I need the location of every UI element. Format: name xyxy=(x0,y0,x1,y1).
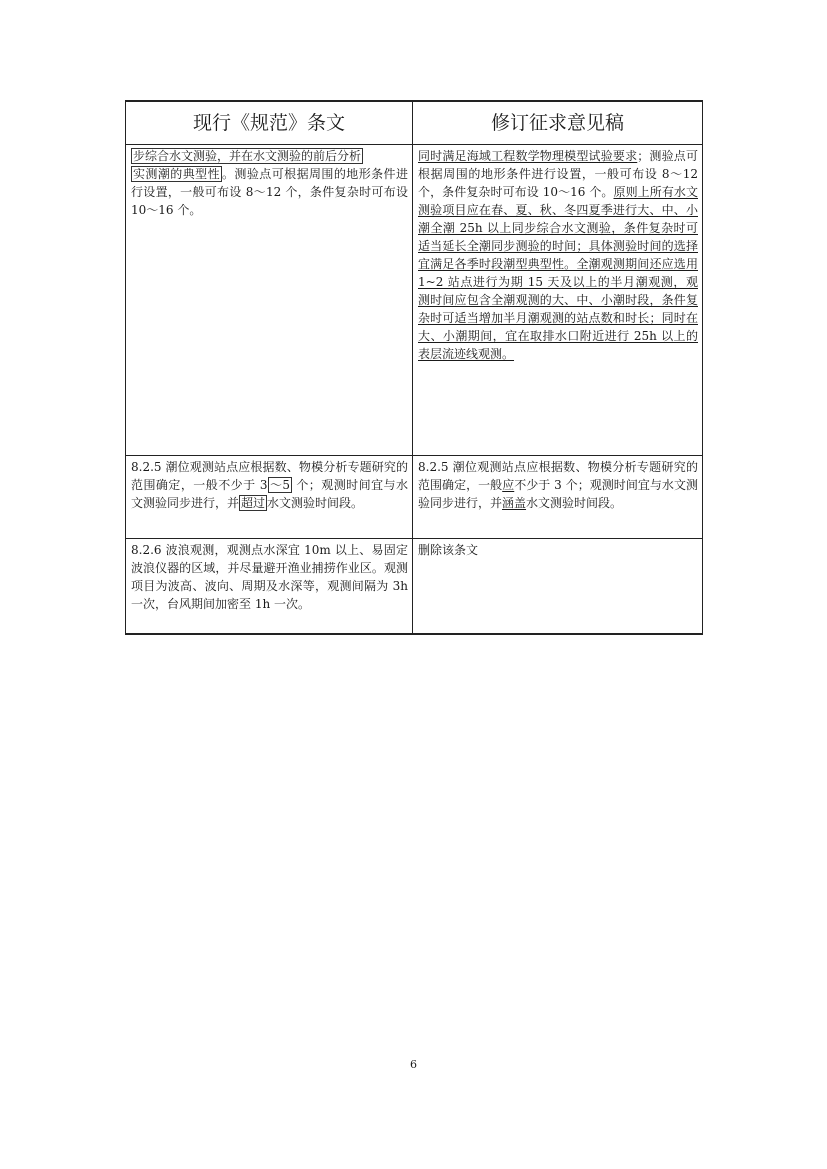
boxed-deleted-text: 实测潮的典型性 xyxy=(133,167,220,181)
clause-text: 不少于 3 个；观测时间宜与水文测验同步进行，并 xyxy=(418,478,698,510)
table-row xyxy=(126,145,703,456)
comparison-table xyxy=(125,100,703,635)
boxed-deleted-text: ～5 xyxy=(269,478,291,492)
page-number: 6 xyxy=(410,1058,417,1071)
underlined-added-text: 同时满足海域工程数学物理模型试验要求 xyxy=(418,149,638,163)
cell-current-text: 8.2.6 波浪观测，观测点水深宜 10m 以上、易固定波浪仪器的区域，并尽量避开渔业捕捞作业区。观测项目为波高、波向、周期及水深等，观测间隔为 3h 一次，台风期间加密至 1h 一次。 xyxy=(126,539,413,635)
clause-text: 8.2.5 潮位观测站点应根据数、物模分析专题研究的范围确定，一般不少于 3 xyxy=(131,460,408,492)
table-row xyxy=(126,456,703,539)
boxed-deleted-text: 步综合水文测验，并在水文测验的前后分析 xyxy=(133,149,362,163)
underlined-added-text: 涵盖 xyxy=(502,496,527,510)
clause-text: 水文测验时间段。 xyxy=(267,496,364,510)
cell-revised-text xyxy=(413,456,703,539)
clause-text: 8.2.5 潮位观测站点应根据数、物模分析专题研究的范围确定，一般 xyxy=(418,460,698,492)
cell-current-text xyxy=(126,145,413,456)
clause-text: 水文测验时间段。 xyxy=(526,496,623,510)
clause-text: ；测验点可根据周围的地形条件进行设置，一般可布设 8～12 个，条件复杂时可布设 10～16 个。 xyxy=(418,149,698,199)
clause-text: 个；观测时间宜与水文测验同步进行，并 xyxy=(131,478,409,510)
boxed-deleted-text: 超过 xyxy=(241,496,266,510)
cell-revised-text xyxy=(413,145,703,456)
clause-text: 。测验点可根据周围的地形条件进行设置，一般可布设 8～12 个，条件复杂时可布设 10～16 个。 xyxy=(131,167,408,217)
header-revision-draft: 修订征求意见稿 xyxy=(413,101,703,145)
underlined-added-text: 原则上所有水文测验项目应在春、夏、秋、冬四夏季进行大、中、小潮全潮 25h 以上同步综合水文测验，条件复杂时可适当延长全潮同步测验的时间；具体测验时间的选择宜满足各季时段潮型典型性。全潮观测期间还应选用 1~2 站点进行为期 15 天及以上的半月潮观测，观测时间应包含全潮观测的大、中、小潮时段，条件复杂时可适当增加半月潮观测的站点数和时长；同时在大、小潮期间，宜在取排水口附近进行 25h 以上的表层流迹线观测。 xyxy=(418,185,698,361)
underlined-added-text: 应 xyxy=(502,478,515,492)
cell-current-text xyxy=(126,456,413,539)
cell-revised-text: 删除该条文 xyxy=(413,539,703,635)
table-header-row xyxy=(126,101,703,145)
header-current-clause: 现行《规范》条文 xyxy=(126,101,413,145)
table-row xyxy=(126,539,703,635)
